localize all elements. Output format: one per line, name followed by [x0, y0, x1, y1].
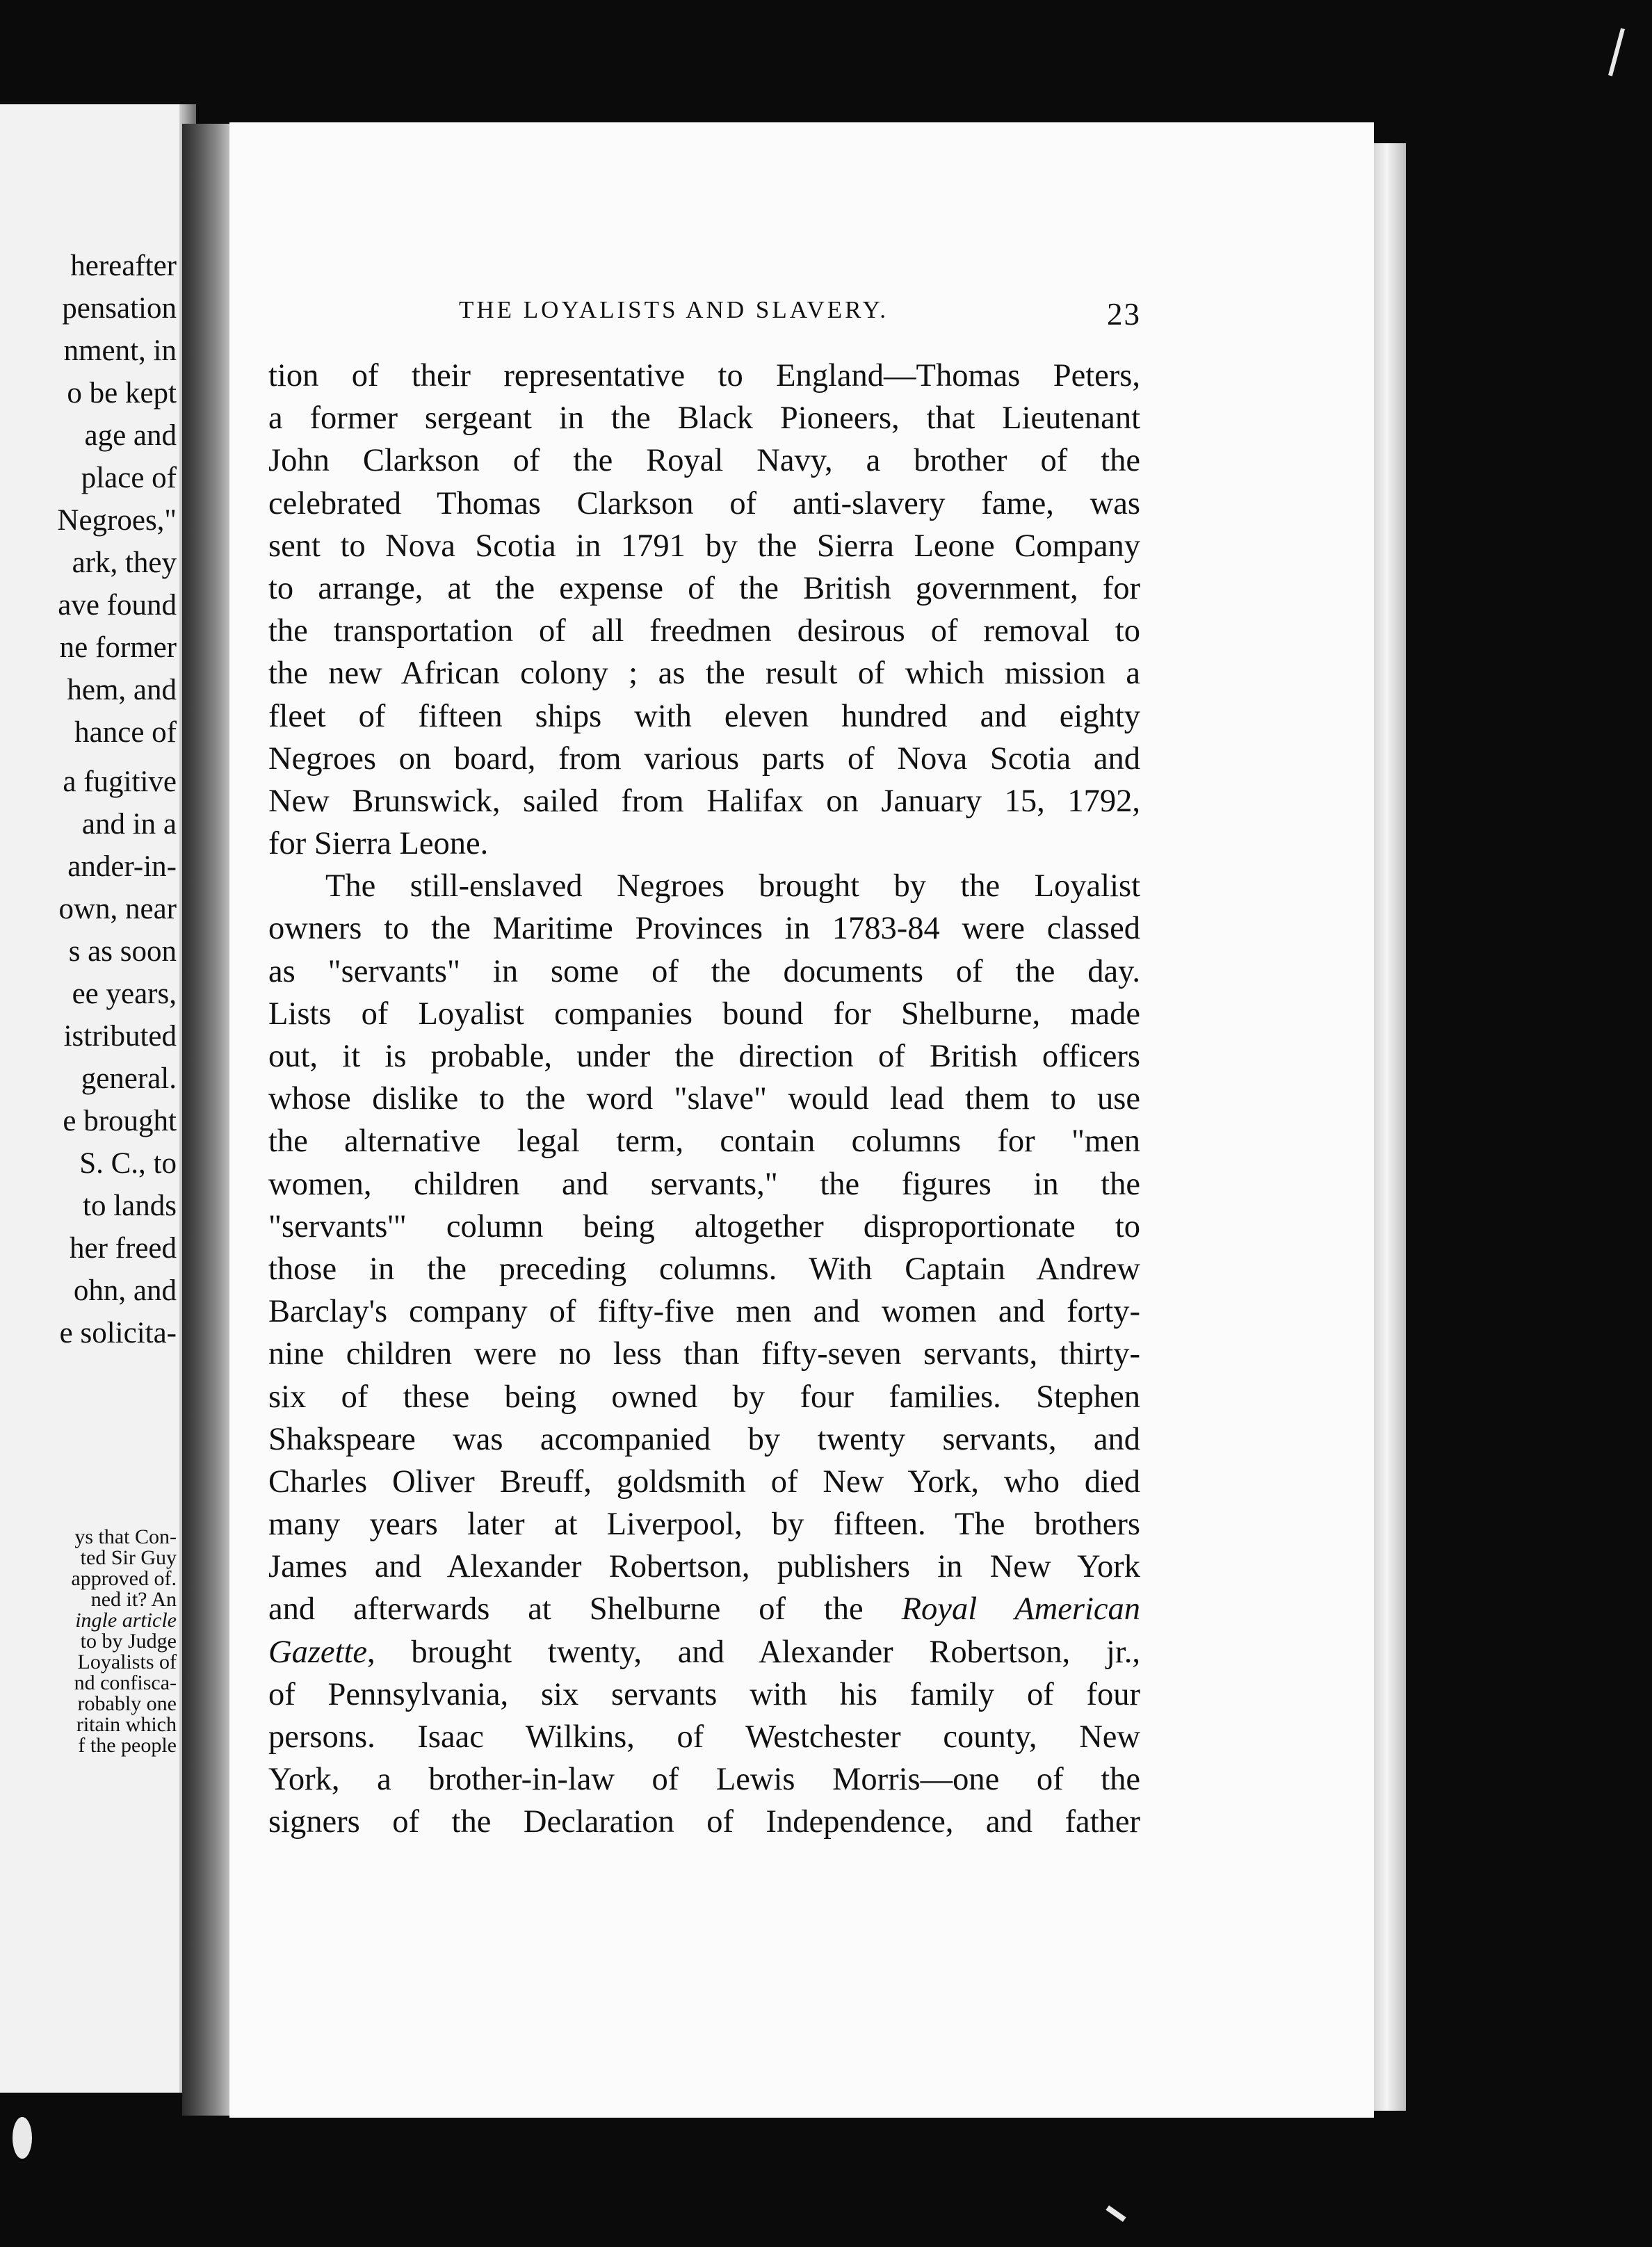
scan-mark — [1106, 2205, 1126, 2222]
left-footnote-line: ritain which — [76, 1713, 177, 1736]
text-line: women, children and servants," the figures in the — [268, 1166, 1140, 1202]
left-text-line: ark, they — [72, 546, 177, 579]
left-text-line: e brought — [63, 1105, 177, 1137]
left-facing-page — [0, 104, 182, 2093]
left-text-line: ne former — [59, 631, 177, 664]
left-text-line: ander-in- — [67, 850, 177, 883]
left-text-line: nment, in — [63, 334, 177, 367]
left-text-line: Negroes," — [57, 504, 177, 537]
text-line: John Clarkson of the Royal Navy, a brother of the — [268, 443, 1140, 479]
text-line: Negroes on board, from various parts of Nova Scotia and — [268, 740, 1140, 777]
text-line: six of these being owned by four families. Stephen — [268, 1379, 1140, 1415]
left-footnote-line: approved of. — [71, 1567, 177, 1590]
text-line: New Brunswick, sailed from Halifax on January 15, 1792, — [268, 783, 1140, 819]
text-line: "servants'" column being altogether disproportionate to — [268, 1208, 1140, 1244]
left-text-line: hereafter — [70, 250, 177, 282]
text-line: Shakspeare was accompanied by twenty servants, and — [268, 1421, 1140, 1457]
scan-mark — [1608, 28, 1625, 76]
left-footnote-line: Loyalists of — [77, 1650, 177, 1673]
page-number: 23 — [1107, 297, 1141, 332]
text-line: many years later at Liverpool, by fifteen. The brothers — [268, 1507, 1140, 1543]
text-line-with-italic-title — [268, 1631, 1140, 1673]
left-text-line: e solicita- — [59, 1317, 177, 1349]
left-footnote-line: ingle article — [75, 1609, 177, 1632]
left-text-line: own, near — [58, 893, 177, 925]
text-line: to arrange, at the expense of the British government, for — [268, 570, 1140, 606]
text-line: of Pennsylvania, six servants with his family of four — [268, 1676, 1140, 1712]
text-line: for Sierra Leone. — [268, 826, 489, 862]
left-text-line: place of — [81, 462, 177, 494]
text-line: nine children were no less than fifty-seven servants, thirty- — [268, 1336, 1140, 1372]
left-footnote-line: nd confisca- — [74, 1671, 177, 1694]
paragraph-start-line: The still-enslaved Negroes brought by the Loyalist — [325, 868, 1140, 905]
left-text-line: istributed — [63, 1020, 177, 1053]
text-line: the transportation of all freedmen desirous of removal to — [268, 613, 1140, 649]
left-text-line: s as soon — [68, 935, 177, 968]
left-text-line: to lands — [83, 1190, 177, 1222]
left-text-line: general. — [81, 1062, 177, 1095]
text-line-with-italic-title — [268, 1588, 1140, 1630]
text-line: sent to Nova Scotia in 1791 by the Sierra Leone Company — [268, 528, 1140, 564]
text-line: tion of their representative to England—Thomas Peters, — [268, 358, 1140, 394]
left-footnote-line: ted Sir Guy — [80, 1546, 177, 1569]
line-rest: , brought twenty, and Alexander Robertson, jr., — [367, 1634, 1140, 1670]
text-line: a former sergeant in the Black Pioneers, that Lieutenant — [268, 400, 1140, 437]
text-line: owners to the Maritime Provinces in 1783-84 were classed — [268, 911, 1140, 947]
text-line: signers of the Declaration of Independence, and father — [268, 1804, 1140, 1840]
left-text-line: pensation — [62, 292, 177, 325]
text-line: Lists of Loyalist companies bound for Shelburne, made — [268, 996, 1140, 1032]
scan-mark — [13, 2117, 32, 2159]
text-line: as "servants" in some of the documents of the day. — [268, 953, 1140, 989]
body-text — [268, 355, 1140, 1844]
left-text-line: S. C., to — [79, 1147, 177, 1180]
text-line: persons. Isaac Wilkins, of Westchester county, New — [268, 1719, 1140, 1755]
book-binding-shadow — [182, 124, 232, 2116]
left-text-line: and in a — [81, 808, 177, 841]
text-line: fleet of fifteen ships with eleven hundred and eighty — [268, 698, 1140, 734]
left-footnote-line: ys that Con- — [74, 1525, 177, 1548]
page-edge — [1374, 143, 1406, 2111]
left-footnote-line: ned it? An — [90, 1588, 177, 1611]
text-line: the new African colony ; as the result of which mission a — [268, 656, 1140, 692]
paragraph-gap — [57, 754, 177, 761]
left-footnote-line: to by Judge — [80, 1630, 177, 1653]
line-start: and afterwards at Shelburne of the — [268, 1591, 864, 1628]
italic-title: Gazette — [268, 1634, 368, 1670]
text-line: out, it is probable, under the direction of British officers — [268, 1039, 1140, 1074]
text-line: York, a brother-in-law of Lewis Morris—one of the — [268, 1762, 1140, 1798]
left-text-line: ave found — [58, 589, 177, 622]
text-line: those in the preceding columns. With Captain Andrew — [268, 1251, 1140, 1287]
left-text-line: hance of — [74, 716, 177, 749]
left-text-line: ohn, and — [73, 1274, 177, 1307]
running-head: THE LOYALISTS AND SLAVERY. — [459, 296, 889, 323]
text-line: celebrated Thomas Clarkson of anti-slavery fame, was — [268, 485, 1140, 521]
text-line: Charles Oliver Breuff, goldsmith of New York, who died — [268, 1463, 1140, 1500]
left-text-line: her freed — [70, 1232, 177, 1265]
left-footnote-line: robably one — [77, 1692, 177, 1715]
left-text-line: a fugitive — [63, 765, 177, 798]
text-line: Barclay's company of fifty-five men and women and forty- — [268, 1294, 1140, 1330]
left-footnote-line: f the people — [78, 1734, 177, 1757]
left-text-line: hem, and — [67, 674, 177, 706]
left-text-line: ee years, — [72, 978, 177, 1010]
italic-title: Royal American — [901, 1591, 1140, 1628]
text-line: whose dislike to the word "slave" would lead them to use — [268, 1081, 1140, 1117]
text-line: the alternative legal term, contain columns for "men — [268, 1124, 1140, 1160]
left-text-line: age and — [84, 419, 177, 452]
text-line: James and Alexander Robertson, publishers in New York — [268, 1549, 1140, 1585]
left-text-line: o be kept — [67, 377, 177, 409]
